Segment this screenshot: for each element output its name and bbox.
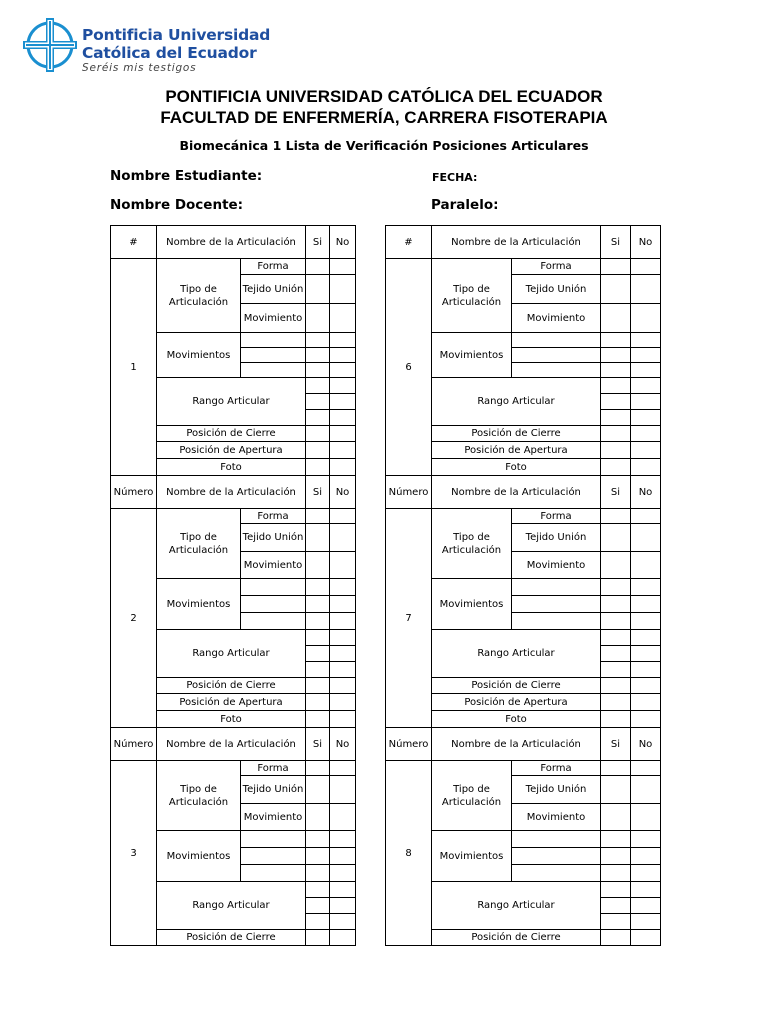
no-checkbox-cell[interactable] <box>631 848 661 865</box>
posicion-apertura-cell: Posición de Apertura <box>432 442 601 459</box>
group-label: Paralelo: <box>431 197 499 213</box>
si-checkbox-cell[interactable] <box>601 410 631 426</box>
si-column-header: Si <box>601 476 631 509</box>
foto-cell: Foto <box>432 711 601 728</box>
si-checkbox-cell[interactable] <box>306 646 330 662</box>
no-checkbox-cell[interactable] <box>330 459 356 476</box>
movement-entry-cell[interactable] <box>241 848 306 865</box>
table-row <box>386 259 661 275</box>
si-checkbox-cell[interactable] <box>601 552 631 579</box>
no-checkbox-cell[interactable] <box>330 646 356 662</box>
no-checkbox-cell[interactable] <box>631 662 661 678</box>
si-checkbox-cell[interactable] <box>601 930 631 946</box>
joint-name-column-header: Nombre de la Articulación <box>157 226 306 259</box>
no-checkbox-cell[interactable] <box>631 509 661 524</box>
joint-name-column-header: Nombre de la Articulación <box>157 728 306 761</box>
posicion-apertura-cell: Posición de Apertura <box>157 442 306 459</box>
no-checkbox-cell[interactable] <box>330 426 356 442</box>
movimiento-cell: Movimiento <box>512 804 601 831</box>
si-checkbox-cell[interactable] <box>306 442 330 459</box>
no-checkbox-cell[interactable] <box>330 333 356 348</box>
no-checkbox-cell[interactable] <box>631 630 661 646</box>
no-checkbox-cell[interactable] <box>330 711 356 728</box>
table-header-row <box>386 476 661 509</box>
movimiento-cell: Movimiento <box>241 304 306 333</box>
si-checkbox-cell[interactable] <box>601 596 631 613</box>
movement-entry-cell[interactable] <box>241 596 306 613</box>
no-checkbox-cell[interactable] <box>631 761 661 776</box>
si-checkbox-cell[interactable] <box>306 426 330 442</box>
no-checkbox-cell[interactable] <box>631 524 661 552</box>
si-checkbox-cell[interactable] <box>601 275 631 304</box>
si-checkbox-cell[interactable] <box>601 848 631 865</box>
no-checkbox-cell[interactable] <box>330 552 356 579</box>
si-checkbox-cell[interactable] <box>601 662 631 678</box>
joint-name-column-header: Nombre de la Articulación <box>432 226 601 259</box>
si-checkbox-cell[interactable] <box>601 259 631 275</box>
si-checkbox-cell[interactable] <box>601 678 631 694</box>
rango-articular-cell: Rango Articular <box>157 630 306 678</box>
checklist-table-left <box>110 225 356 946</box>
movement-entry-cell[interactable] <box>512 613 601 630</box>
no-checkbox-cell[interactable] <box>330 613 356 630</box>
joint-number-cell: 7 <box>386 509 432 728</box>
si-checkbox-cell[interactable] <box>306 333 330 348</box>
si-checkbox-cell[interactable] <box>601 776 631 804</box>
no-checkbox-cell[interactable] <box>631 898 661 914</box>
si-checkbox-cell[interactable] <box>601 509 631 524</box>
si-checkbox-cell[interactable] <box>306 613 330 630</box>
si-checkbox-cell[interactable] <box>306 275 330 304</box>
movement-entry-cell[interactable] <box>512 848 601 865</box>
no-checkbox-cell[interactable] <box>631 613 661 630</box>
forma-cell: Forma <box>241 761 306 776</box>
si-checkbox-cell[interactable] <box>601 333 631 348</box>
no-checkbox-cell[interactable] <box>631 711 661 728</box>
no-checkbox-cell[interactable] <box>330 804 356 831</box>
foto-cell: Foto <box>157 459 306 476</box>
checklist-table-right <box>385 225 661 946</box>
si-checkbox-cell[interactable] <box>306 596 330 613</box>
no-checkbox-cell[interactable] <box>631 275 661 304</box>
no-checkbox-cell[interactable] <box>631 426 661 442</box>
si-checkbox-cell[interactable] <box>306 552 330 579</box>
si-checkbox-cell[interactable] <box>601 646 631 662</box>
table-row <box>111 259 356 275</box>
no-checkbox-cell[interactable] <box>330 914 356 930</box>
joint-name-column-header: Nombre de la Articulación <box>432 728 601 761</box>
movimientos-cell: Movimientos <box>432 333 512 378</box>
movimiento-cell: Movimiento <box>512 552 601 579</box>
si-checkbox-cell[interactable] <box>601 711 631 728</box>
forma-cell: Forma <box>241 259 306 275</box>
no-checkbox-cell[interactable] <box>330 275 356 304</box>
rango-articular-cell: Rango Articular <box>432 630 601 678</box>
movimiento-cell: Movimiento <box>241 552 306 579</box>
no-checkbox-cell[interactable] <box>631 776 661 804</box>
si-checkbox-cell[interactable] <box>306 711 330 728</box>
si-checkbox-cell[interactable] <box>306 831 330 848</box>
movement-entry-cell[interactable] <box>512 865 601 882</box>
no-checkbox-cell[interactable] <box>330 596 356 613</box>
si-checkbox-cell[interactable] <box>306 524 330 552</box>
forma-cell: Forma <box>512 761 601 776</box>
table-row <box>386 509 661 524</box>
si-checkbox-cell[interactable] <box>601 442 631 459</box>
posicion-cierre-cell: Posición de Cierre <box>432 930 601 946</box>
forma-cell: Forma <box>512 509 601 524</box>
si-checkbox-cell[interactable] <box>601 914 631 930</box>
si-column-header: Si <box>306 728 330 761</box>
movimientos-cell: Movimientos <box>157 579 241 630</box>
table-header-row <box>111 226 356 259</box>
joint-number-cell: 8 <box>386 761 432 946</box>
si-checkbox-cell[interactable] <box>306 509 330 524</box>
movimientos-cell: Movimientos <box>432 579 512 630</box>
no-checkbox-cell[interactable] <box>330 898 356 914</box>
logo-line-1: Pontificia Universidad <box>82 26 271 44</box>
no-checkbox-cell[interactable] <box>330 678 356 694</box>
no-checkbox-cell[interactable] <box>330 882 356 898</box>
no-column-header: No <box>631 476 661 509</box>
no-checkbox-cell[interactable] <box>631 442 661 459</box>
no-checkbox-cell[interactable] <box>330 579 356 596</box>
no-checkbox-cell[interactable] <box>631 865 661 882</box>
si-column-header: Si <box>306 226 330 259</box>
movement-entry-cell[interactable] <box>512 333 601 348</box>
no-checkbox-cell[interactable] <box>631 804 661 831</box>
movement-entry-cell[interactable] <box>241 579 306 596</box>
no-checkbox-cell[interactable] <box>631 831 661 848</box>
tipo-articulacion-cell: Tipo de Articulación <box>157 761 241 831</box>
no-checkbox-cell[interactable] <box>631 882 661 898</box>
no-checkbox-cell[interactable] <box>330 509 356 524</box>
joint-name-column-header: Nombre de la Articulación <box>432 476 601 509</box>
rango-articular-cell: Rango Articular <box>432 882 601 930</box>
no-checkbox-cell[interactable] <box>631 410 661 426</box>
no-checkbox-cell[interactable] <box>631 552 661 579</box>
date-label: FECHA: <box>432 171 478 184</box>
movimientos-cell: Movimientos <box>157 333 241 378</box>
movement-entry-cell[interactable] <box>512 363 601 378</box>
faculty-title: FACULTAD DE ENFERMERÍA, CARRERA FISOTERAPIA <box>160 108 608 127</box>
posicion-cierre-cell: Posición de Cierre <box>157 930 306 946</box>
si-checkbox-cell[interactable] <box>306 804 330 831</box>
tipo-articulacion-cell: Tipo de Articulación <box>432 509 512 579</box>
posicion-cierre-cell: Posición de Cierre <box>432 426 601 442</box>
no-checkbox-cell[interactable] <box>631 914 661 930</box>
si-checkbox-cell[interactable] <box>306 848 330 865</box>
si-checkbox-cell[interactable] <box>601 865 631 882</box>
no-checkbox-cell[interactable] <box>330 694 356 711</box>
tipo-articulacion-cell: Tipo de Articulación <box>157 509 241 579</box>
si-column-header: Si <box>601 728 631 761</box>
si-checkbox-cell[interactable] <box>601 304 631 333</box>
no-checkbox-cell[interactable] <box>330 524 356 552</box>
no-checkbox-cell[interactable] <box>330 761 356 776</box>
tejido-union-cell: Tejido Unión <box>241 776 306 804</box>
si-checkbox-cell[interactable] <box>601 761 631 776</box>
si-checkbox-cell[interactable] <box>601 459 631 476</box>
tipo-articulacion-cell: Tipo de Articulación <box>432 761 512 831</box>
si-checkbox-cell[interactable] <box>601 579 631 596</box>
number-column-header: # <box>111 226 157 259</box>
number-column-header: Número <box>386 728 432 761</box>
si-checkbox-cell[interactable] <box>601 426 631 442</box>
si-checkbox-cell[interactable] <box>601 694 631 711</box>
movimientos-cell: Movimientos <box>157 831 241 882</box>
table-row <box>111 509 356 524</box>
posicion-cierre-cell: Posición de Cierre <box>432 678 601 694</box>
no-column-header: No <box>330 476 356 509</box>
no-checkbox-cell[interactable] <box>330 848 356 865</box>
rango-articular-cell: Rango Articular <box>157 378 306 426</box>
no-checkbox-cell[interactable] <box>330 348 356 363</box>
university-title: PONTIFICIA UNIVERSIDAD CATÓLICA DEL ECUADOR <box>165 87 603 106</box>
si-checkbox-cell[interactable] <box>601 394 631 410</box>
tipo-articulacion-cell: Tipo de Articulación <box>432 259 512 333</box>
joint-number-cell: 1 <box>111 259 157 476</box>
rango-articular-cell: Rango Articular <box>157 882 306 930</box>
movement-entry-cell[interactable] <box>241 831 306 848</box>
logo-tagline: Seréis mis testigos <box>82 62 197 74</box>
si-checkbox-cell[interactable] <box>306 914 330 930</box>
joint-number-cell: 2 <box>111 509 157 728</box>
no-column-header: No <box>330 728 356 761</box>
no-checkbox-cell[interactable] <box>330 630 356 646</box>
si-checkbox-cell[interactable] <box>601 831 631 848</box>
si-checkbox-cell[interactable] <box>306 394 330 410</box>
number-column-header: Número <box>111 476 157 509</box>
no-checkbox-cell[interactable] <box>330 394 356 410</box>
number-column-header: Número <box>386 476 432 509</box>
no-checkbox-cell[interactable] <box>330 930 356 946</box>
si-checkbox-cell[interactable] <box>306 898 330 914</box>
table-header-row <box>386 728 661 761</box>
movement-entry-cell[interactable] <box>241 363 306 378</box>
no-checkbox-cell[interactable] <box>631 678 661 694</box>
posicion-cierre-cell: Posición de Cierre <box>157 426 306 442</box>
no-checkbox-cell[interactable] <box>631 378 661 394</box>
joint-number-cell: 3 <box>111 761 157 946</box>
document-subtitle: Biomecánica 1 Lista de Verificación Posiciones Articulares <box>179 138 589 153</box>
si-checkbox-cell[interactable] <box>306 348 330 363</box>
table-header-row <box>111 476 356 509</box>
si-checkbox-cell[interactable] <box>306 930 330 946</box>
no-checkbox-cell[interactable] <box>631 304 661 333</box>
si-checkbox-cell[interactable] <box>306 761 330 776</box>
si-checkbox-cell[interactable] <box>306 662 330 678</box>
si-checkbox-cell[interactable] <box>601 363 631 378</box>
movement-entry-cell[interactable] <box>241 333 306 348</box>
si-checkbox-cell[interactable] <box>601 882 631 898</box>
forma-cell: Forma <box>241 509 306 524</box>
forma-cell: Forma <box>512 259 601 275</box>
movimientos-cell: Movimientos <box>432 831 512 882</box>
no-checkbox-cell[interactable] <box>330 259 356 275</box>
si-checkbox-cell[interactable] <box>306 630 330 646</box>
tejido-union-cell: Tejido Unión <box>512 524 601 552</box>
university-logo <box>22 16 271 74</box>
si-checkbox-cell[interactable] <box>601 898 631 914</box>
rango-articular-cell: Rango Articular <box>432 378 601 426</box>
cross-emblem-icon <box>22 16 78 74</box>
si-column-header: Si <box>306 476 330 509</box>
si-checkbox-cell[interactable] <box>601 348 631 363</box>
no-checkbox-cell[interactable] <box>330 410 356 426</box>
no-checkbox-cell[interactable] <box>330 662 356 678</box>
number-column-header: # <box>386 226 432 259</box>
si-checkbox-cell[interactable] <box>306 865 330 882</box>
no-checkbox-cell[interactable] <box>631 348 661 363</box>
no-checkbox-cell[interactable] <box>631 259 661 275</box>
movement-entry-cell[interactable] <box>512 831 601 848</box>
si-column-header: Si <box>601 226 631 259</box>
no-checkbox-cell[interactable] <box>631 694 661 711</box>
si-checkbox-cell[interactable] <box>306 776 330 804</box>
posicion-apertura-cell: Posición de Apertura <box>157 694 306 711</box>
table-header-row <box>386 226 661 259</box>
si-checkbox-cell[interactable] <box>306 363 330 378</box>
no-checkbox-cell[interactable] <box>330 831 356 848</box>
si-checkbox-cell[interactable] <box>306 579 330 596</box>
si-checkbox-cell[interactable] <box>601 524 631 552</box>
si-checkbox-cell[interactable] <box>306 694 330 711</box>
movement-entry-cell[interactable] <box>512 596 601 613</box>
no-checkbox-cell[interactable] <box>631 579 661 596</box>
si-checkbox-cell[interactable] <box>306 410 330 426</box>
tejido-union-cell: Tejido Unión <box>241 524 306 552</box>
no-column-header: No <box>631 226 661 259</box>
student-name-label: Nombre Estudiante: <box>110 168 263 184</box>
joint-number-cell: 6 <box>386 259 432 476</box>
si-checkbox-cell[interactable] <box>306 304 330 333</box>
movement-entry-cell[interactable] <box>512 579 601 596</box>
si-checkbox-cell[interactable] <box>306 459 330 476</box>
no-checkbox-cell[interactable] <box>631 459 661 476</box>
number-column-header: Número <box>111 728 157 761</box>
no-column-header: No <box>330 226 356 259</box>
tejido-union-cell: Tejido Unión <box>241 275 306 304</box>
no-checkbox-cell[interactable] <box>330 442 356 459</box>
foto-cell: Foto <box>432 459 601 476</box>
table-row <box>386 761 661 776</box>
si-checkbox-cell[interactable] <box>306 259 330 275</box>
si-checkbox-cell[interactable] <box>601 378 631 394</box>
teacher-name-label: Nombre Docente: <box>110 197 244 213</box>
no-column-header: No <box>631 728 661 761</box>
table-row <box>111 761 356 776</box>
tipo-articulacion-cell: Tipo de Articulación <box>157 259 241 333</box>
table-header-row <box>111 728 356 761</box>
movement-entry-cell[interactable] <box>241 613 306 630</box>
posicion-apertura-cell: Posición de Apertura <box>432 694 601 711</box>
si-checkbox-cell[interactable] <box>306 678 330 694</box>
movimiento-cell: Movimiento <box>512 304 601 333</box>
logo-line-2: Católica del Ecuador <box>82 44 257 62</box>
no-checkbox-cell[interactable] <box>631 394 661 410</box>
posicion-cierre-cell: Posición de Cierre <box>157 678 306 694</box>
si-checkbox-cell[interactable] <box>306 882 330 898</box>
no-checkbox-cell[interactable] <box>631 646 661 662</box>
movement-entry-cell[interactable] <box>241 865 306 882</box>
si-checkbox-cell[interactable] <box>306 378 330 394</box>
no-checkbox-cell[interactable] <box>631 596 661 613</box>
foto-cell: Foto <box>157 711 306 728</box>
no-checkbox-cell[interactable] <box>330 304 356 333</box>
no-checkbox-cell[interactable] <box>631 363 661 378</box>
no-checkbox-cell[interactable] <box>330 363 356 378</box>
tejido-union-cell: Tejido Unión <box>512 275 601 304</box>
no-checkbox-cell[interactable] <box>631 930 661 946</box>
si-checkbox-cell[interactable] <box>601 804 631 831</box>
movimiento-cell: Movimiento <box>241 804 306 831</box>
no-checkbox-cell[interactable] <box>631 333 661 348</box>
si-checkbox-cell[interactable] <box>601 613 631 630</box>
tejido-union-cell: Tejido Unión <box>512 776 601 804</box>
movement-entry-cell[interactable] <box>512 348 601 363</box>
movement-entry-cell[interactable] <box>241 348 306 363</box>
si-checkbox-cell[interactable] <box>601 630 631 646</box>
no-checkbox-cell[interactable] <box>330 865 356 882</box>
joint-name-column-header: Nombre de la Articulación <box>157 476 306 509</box>
no-checkbox-cell[interactable] <box>330 776 356 804</box>
no-checkbox-cell[interactable] <box>330 378 356 394</box>
